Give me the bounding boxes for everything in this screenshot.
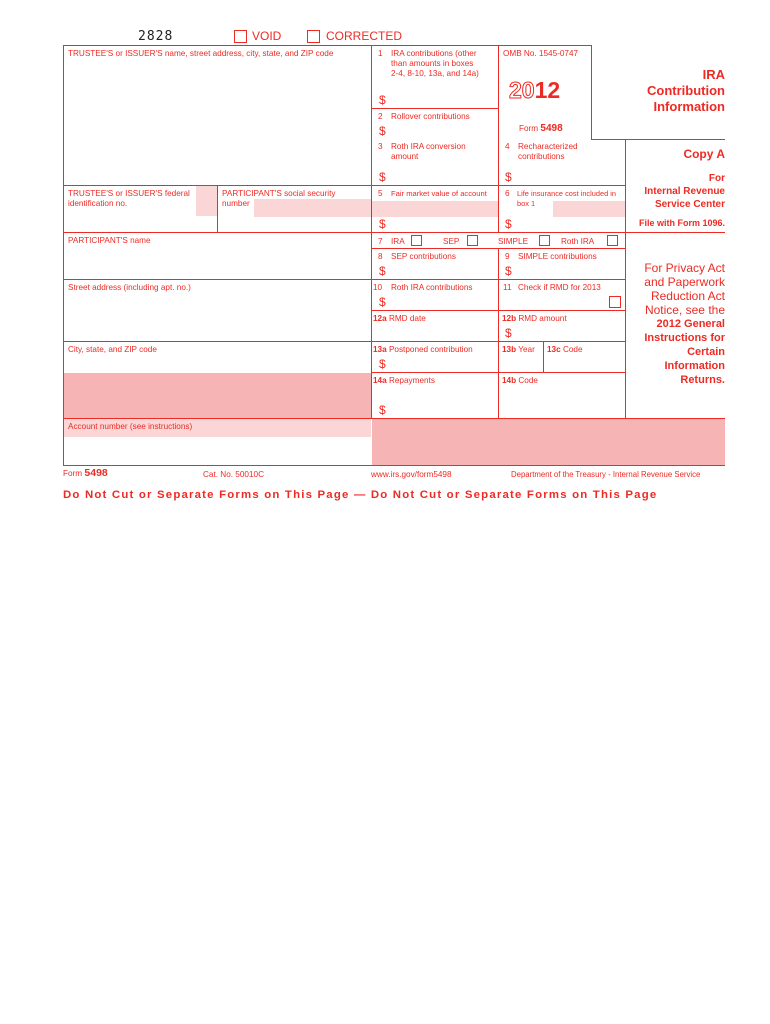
box6-shade <box>553 201 625 217</box>
box13c-text: Code <box>562 345 583 354</box>
box13b-number: 13b <box>502 345 517 354</box>
box12b-text: RMD amount <box>518 314 567 323</box>
box13b-label <box>502 345 535 355</box>
box1-dollar: $ <box>379 93 386 107</box>
box5-number: 5 <box>378 189 383 198</box>
box13a-amount-field[interactable] <box>390 355 496 371</box>
participant-ssn-label-2: number <box>222 199 250 208</box>
box11-number: 11 <box>503 283 512 292</box>
box7-simple-label: SIMPLE <box>498 237 529 246</box>
box12b-dollar: $ <box>505 326 512 340</box>
box14a-amount-field[interactable] <box>390 400 496 416</box>
box7-simple-checkbox[interactable] <box>539 235 550 246</box>
file-with-label: File with Form 1096. <box>638 218 725 228</box>
box6-dollar: $ <box>505 217 512 231</box>
box9-dollar: $ <box>505 264 512 278</box>
for-irs-line-1: For <box>708 173 725 184</box>
box8-number: 8 <box>378 252 383 261</box>
box6-number: 6 <box>505 189 510 198</box>
participant-name-field[interactable] <box>64 247 370 278</box>
box12a-date-field[interactable] <box>373 325 496 341</box>
privacy-line-4: Notice, see the <box>644 303 725 317</box>
box3-dollar: $ <box>379 170 386 184</box>
box1-number: 1 <box>378 49 383 58</box>
form-title-line-1: IRA <box>702 67 725 82</box>
box7-roth-checkbox[interactable] <box>607 235 618 246</box>
box12a-number: 12a <box>373 314 387 323</box>
form-number: 5498 <box>540 123 563 134</box>
box2-label: Rollover contributions <box>391 112 470 121</box>
box7-ira-label: IRA <box>391 237 405 246</box>
box13c-label <box>547 345 583 355</box>
trustee-id-label-2: identification no. <box>68 199 128 208</box>
participant-name-label: PARTICIPANT'S name <box>68 236 151 245</box>
box13a-dollar: $ <box>379 357 386 371</box>
box1-label-3: 2-4, 8-10, 13a, and 14a) <box>391 69 479 78</box>
footer-url: www.irs.gov/form5498 <box>371 470 452 479</box>
tax-year-solid: 12 <box>534 77 561 103</box>
box6-label-1: Life insurance cost included in <box>517 189 617 198</box>
copy-a-label: Copy A <box>683 147 725 161</box>
privacy-line-2: and Paperwork <box>644 275 725 289</box>
form-code: 2828 <box>138 29 174 44</box>
box7-sep-label: SEP <box>443 237 460 246</box>
footer-form-number: 5498 <box>84 467 108 479</box>
box6-label-2: box 1 <box>517 199 536 208</box>
box4-amount-field[interactable] <box>517 168 623 184</box>
box13b-text: Year <box>518 345 535 354</box>
city-label: City, state, and ZIP code <box>68 345 157 354</box>
box8-label: SEP contributions <box>391 252 456 261</box>
box9-label: SIMPLE contributions <box>518 252 597 261</box>
tax-year-outline: 20 <box>509 77 535 103</box>
box14b-number: 14b <box>502 376 517 385</box>
footer-cat-no: Cat. No. 50010C <box>203 470 264 479</box>
box14a-text: Repayments <box>388 376 435 385</box>
box13c-code-field[interactable] <box>545 356 623 371</box>
box14a-number: 14a <box>373 376 387 385</box>
street-field[interactable] <box>64 294 370 340</box>
box10-amount-field[interactable] <box>390 293 496 309</box>
account-label: Account number (see instructions) <box>68 422 193 431</box>
corrected-checkbox[interactable] <box>307 30 320 43</box>
participant-ssn-field[interactable] <box>254 199 371 217</box>
box14b-code-field[interactable] <box>500 388 623 416</box>
account-field[interactable] <box>64 438 371 464</box>
privacy-line-5: 2012 General <box>656 318 725 330</box>
box5-shade <box>372 201 498 217</box>
box13a-label <box>373 345 473 355</box>
box3-label-1: Roth IRA conversion <box>391 142 466 151</box>
box7-roth-label: Roth IRA <box>561 237 595 246</box>
trustee-name-field[interactable] <box>64 60 370 184</box>
box13a-text: Postponed contribution <box>388 345 473 354</box>
privacy-line-6: Instructions for <box>644 332 725 344</box>
box11-label: Check if RMD for 2013 <box>518 283 601 292</box>
box12a-text: RMD date <box>388 314 426 323</box>
box3-amount-field[interactable] <box>390 168 496 184</box>
footer-department: Department of the Treasury - Internal Revenue Service <box>511 470 701 479</box>
box8-amount-field[interactable] <box>390 262 496 278</box>
box4-dollar: $ <box>505 170 512 184</box>
box7-sep-checkbox[interactable] <box>467 235 478 246</box>
box10-number: 10 <box>373 283 383 292</box>
box4-number: 4 <box>505 142 510 151</box>
box1-label-2: than amounts in boxes <box>391 59 474 68</box>
shaded-block-left <box>64 373 371 418</box>
privacy-line-1: For Privacy Act <box>644 261 725 275</box>
box3-number: 3 <box>378 142 383 151</box>
shaded-block-right <box>372 419 725 465</box>
box2-number: 2 <box>378 112 383 121</box>
box5-amount-field[interactable] <box>390 216 496 231</box>
for-irs-line-3: Service Center <box>654 199 725 210</box>
box9-amount-field[interactable] <box>517 262 623 278</box>
box13b-year-field[interactable] <box>500 356 542 371</box>
box6-amount-field[interactable] <box>517 216 623 231</box>
box14a-dollar: $ <box>379 403 386 417</box>
do-not-cut-banner: Do Not Cut or Separate Forms on This Page — Do Not Cut or Separate Forms on This Page <box>63 489 658 501</box>
tax-year <box>509 77 560 103</box>
form-title-line-2: Contribution <box>647 83 725 98</box>
footer-form-word: Form <box>63 469 83 478</box>
box2-amount-field[interactable] <box>390 122 496 138</box>
trustee-name-label: TRUSTEE'S or ISSUER'S name, street address, city, state, and ZIP code <box>68 49 334 58</box>
omb-number: OMB No. 1545-0747 <box>503 49 579 58</box>
box9-number: 9 <box>505 252 510 261</box>
box7-number: 7 <box>378 237 383 246</box>
box4-label-1: Recharacterized <box>518 142 578 151</box>
box1-amount-field[interactable] <box>390 90 496 106</box>
box1-label-1: IRA contributions (other <box>391 49 477 58</box>
box4-label-2: contributions <box>518 152 565 161</box>
box14b-label <box>502 376 538 386</box>
privacy-line-9: Returns. <box>680 374 725 386</box>
box13a-number: 13a <box>373 345 387 354</box>
box7-ira-checkbox[interactable] <box>411 235 422 246</box>
box12b-label <box>502 314 567 324</box>
privacy-line-3: Reduction Act <box>650 289 725 303</box>
box12b-number: 12b <box>502 314 517 323</box>
participant-ssn-label-1: PARTICIPANT'S social security <box>222 189 336 198</box>
box12a-label <box>373 314 426 324</box>
void-checkbox[interactable] <box>234 30 247 43</box>
box2-dollar: $ <box>379 124 386 138</box>
box12b-amount-field[interactable] <box>517 325 623 341</box>
box5-label: Fair market value of account <box>391 189 487 198</box>
box10-dollar: $ <box>379 295 386 309</box>
box14a-label <box>373 376 435 386</box>
form-word: Form <box>519 124 539 133</box>
privacy-line-7: Certain <box>687 346 725 358</box>
void-label: VOID <box>252 29 282 43</box>
footer-form-label <box>63 468 108 479</box>
trustee-id-label-1: TRUSTEE'S or ISSUER'S federal <box>68 189 190 198</box>
street-label: Street address (including apt. no.) <box>68 283 191 292</box>
privacy-line-8: Information <box>664 360 725 372</box>
form-5498-label <box>519 124 563 134</box>
box10-label: Roth IRA contributions <box>391 283 473 292</box>
box5-dollar: $ <box>379 217 386 231</box>
for-irs-line-2: Internal Revenue <box>644 186 725 197</box>
box13c-number: 13c <box>547 345 561 354</box>
box11-checkbox[interactable] <box>609 296 621 308</box>
trustee-id-field[interactable] <box>196 186 217 216</box>
box3-label-2: amount <box>391 152 419 161</box>
box8-dollar: $ <box>379 264 386 278</box>
city-field[interactable] <box>64 356 370 372</box>
box14b-text: Code <box>518 376 538 385</box>
form-title-line-3: Information <box>653 99 725 114</box>
corrected-label: CORRECTED <box>326 29 403 43</box>
